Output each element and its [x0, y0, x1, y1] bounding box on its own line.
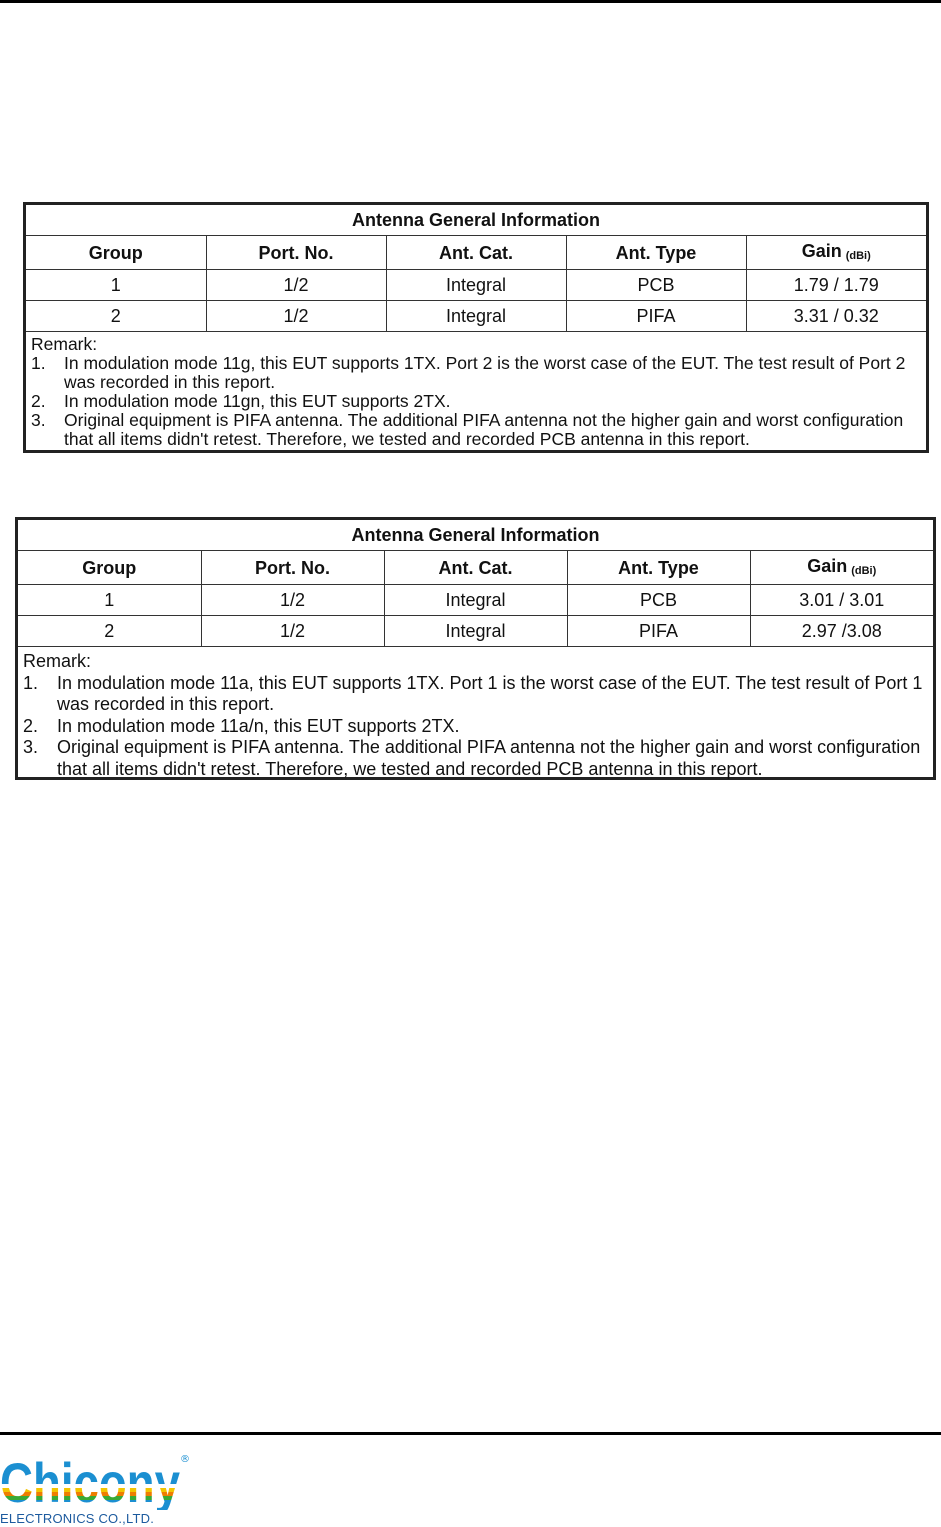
table-row: [26, 301, 926, 332]
table-row: [18, 585, 933, 616]
remark-item: [23, 716, 927, 738]
gain-label: Gain: [801, 241, 842, 261]
cell-ant-cat: Integral: [384, 616, 567, 647]
remark-text: In modulation mode 11a/n, this EUT supports 2TX.: [57, 715, 460, 736]
remark-text: Original equipment is PIFA antenna. The additional PIFA antenna not the higher gain and worst configuration that all items didn't retest. Therefore, we tested and recorded PCB antenna in this report.: [57, 737, 921, 779]
column-header-group: Group: [18, 551, 201, 585]
table-row: [26, 270, 926, 301]
column-header-group: Group: [26, 236, 206, 270]
column-header-gain: [750, 551, 933, 585]
column-header-ant-type: Ant. Type: [567, 551, 750, 585]
cell-ant-cat: Integral: [386, 270, 566, 301]
column-header-ant-cat: Ant. Cat.: [384, 551, 567, 585]
table-title: Antenna General Information: [18, 520, 933, 551]
remark-text: In modulation mode 11g, this EUT supports 1TX. Port 2 is the worst case of the EUT. The test result of Port 2 was recorded in this report.: [64, 353, 906, 392]
antenna-info-table-1: [26, 205, 926, 332]
gain-unit: (dBi): [845, 250, 871, 262]
cell-group: 2: [18, 616, 201, 647]
header-rule: [0, 0, 941, 3]
remark-section: [18, 647, 933, 780]
cell-ant-type: PIFA: [567, 616, 750, 647]
cell-ant-type: PCB: [567, 585, 750, 616]
gain-label: Gain: [807, 556, 848, 576]
cell-gain: 3.01 / 3.01: [750, 585, 933, 616]
remark-item: [23, 737, 927, 780]
cell-group: 1: [26, 270, 206, 301]
remark-item: [31, 392, 920, 411]
remark-item: [23, 673, 927, 716]
cell-port: 1/2: [206, 301, 386, 332]
remark-number: 3.: [23, 737, 39, 757]
column-header-port: Port. No.: [201, 551, 384, 585]
cell-ant-cat: Integral: [384, 585, 567, 616]
remark-text: In modulation mode 11gn, this EUT supports 2TX.: [64, 391, 451, 411]
cell-port: 1/2: [206, 270, 386, 301]
company-subtitle: ELECTRONICS CO.,LTD.: [0, 1511, 155, 1526]
registered-mark: ®: [180, 1454, 190, 1465]
table-title: Antenna General Information: [26, 205, 926, 236]
remark-title: Remark:: [23, 651, 92, 671]
chicony-logo-icon: [0, 1452, 182, 1510]
remark-item: [31, 411, 920, 449]
cell-ant-cat: Integral: [386, 301, 566, 332]
column-header-ant-cat: Ant. Cat.: [386, 236, 566, 270]
column-header-ant-type: Ant. Type: [566, 236, 746, 270]
remark-title: Remark:: [31, 334, 98, 354]
column-header-gain: [746, 236, 926, 270]
remark-number: 3.: [31, 410, 46, 430]
cell-port: 1/2: [201, 585, 384, 616]
remark-section: [26, 332, 926, 449]
gain-unit: (dBi): [851, 565, 877, 577]
table-row: [18, 616, 933, 647]
company-logo: [0, 1452, 200, 1527]
antenna-info-block-2: [15, 517, 936, 780]
cell-gain: 1.79 / 1.79: [746, 270, 926, 301]
cell-ant-type: PIFA: [566, 301, 746, 332]
remark-number: 1.: [31, 353, 46, 373]
footer-rule: [0, 1432, 941, 1435]
cell-port: 1/2: [201, 616, 384, 647]
remark-number: 1.: [23, 672, 39, 693]
cell-group: 2: [26, 301, 206, 332]
remark-item: [31, 354, 920, 392]
cell-gain: 2.97 /3.08: [750, 616, 933, 647]
remark-number: 2.: [31, 391, 46, 411]
cell-ant-type: PCB: [566, 270, 746, 301]
column-header-port: Port. No.: [206, 236, 386, 270]
antenna-info-table-2: [18, 520, 933, 647]
cell-group: 1: [18, 585, 201, 616]
antenna-info-block-1: [23, 202, 929, 453]
remark-text: In modulation mode 11a, this EUT supports 1TX. Port 1 is the worst case of the EUT. The test result of Port 1 was recorded in this report.: [57, 672, 923, 714]
remark-number: 2.: [23, 715, 39, 736]
cell-gain: 3.31 / 0.32: [746, 301, 926, 332]
remark-text: Original equipment is PIFA antenna. The additional PIFA antenna not the higher gain and worst configuration that all items didn't retest. Therefore, we tested and recorded PCB antenna in this report.: [64, 410, 904, 449]
